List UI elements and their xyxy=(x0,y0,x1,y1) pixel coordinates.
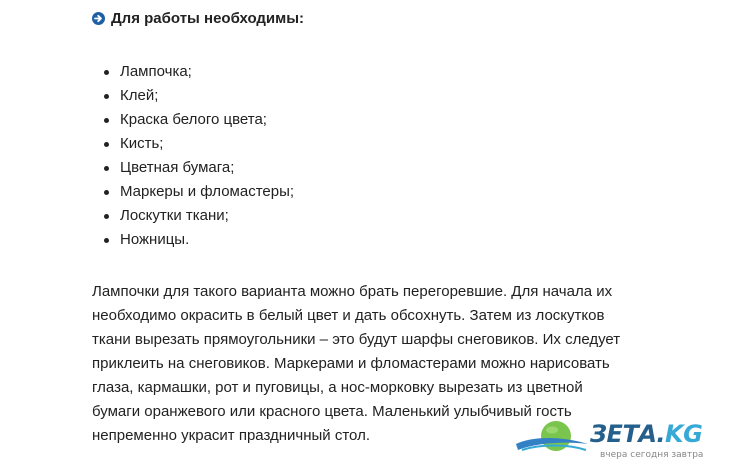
globe-logo-icon xyxy=(512,414,592,465)
bullet-icon xyxy=(104,118,109,123)
paragraph-line: приклеить на снеговиков. Маркерами и фломастерами можно нарисовать xyxy=(92,355,610,372)
bullet-icon xyxy=(104,142,109,147)
list-item: Цветная бумага; xyxy=(92,156,294,180)
arrow-right-circle-icon xyxy=(92,12,105,25)
site-watermark-logo xyxy=(512,414,736,465)
list-item: Лоскутки ткани; xyxy=(92,204,294,228)
bullet-icon xyxy=(104,166,109,171)
list-item: Лампочка; xyxy=(92,60,294,84)
materials-heading xyxy=(92,10,304,27)
materials-list xyxy=(92,60,294,252)
list-item: Краска белого цвета; xyxy=(92,108,294,132)
bullet-icon xyxy=(104,238,109,243)
paragraph-line: Лампочки для такого варианта можно брать перегоревшие. Для начала их xyxy=(92,283,613,300)
list-item: Ножницы. xyxy=(92,228,294,252)
paragraph-line: глаза, кармашки, рот и пуговицы, а нос-морковку вырезать из цветной xyxy=(92,379,583,396)
bullet-icon xyxy=(104,214,109,219)
materials-heading-text: Для работы необходимы: xyxy=(111,10,305,27)
list-item: Клей; xyxy=(92,84,294,108)
paragraph-line: бумаги оранжевого или красного цвета. Маленький улыбчивый гость xyxy=(92,403,572,420)
paragraph-line: необходимо окрасить в белый цвет и дать обсохнуть. Затем из лоскутков xyxy=(92,307,605,324)
bullet-icon xyxy=(104,94,109,99)
paragraph-line: непременно украсит праздничный стол. xyxy=(92,427,370,444)
paragraph-line: ткани вырезать прямоугольники – это будут шарфы снеговиков. Их следует xyxy=(92,331,621,348)
watermark-brand: ЗЕТА.KG xyxy=(590,420,703,448)
watermark-slogan: вчера сегодня завтра xyxy=(600,450,704,460)
bullet-icon xyxy=(104,190,109,195)
bullet-icon xyxy=(104,70,109,75)
list-item: Маркеры и фломастеры; xyxy=(92,180,294,204)
list-item: Кисть; xyxy=(92,132,294,156)
